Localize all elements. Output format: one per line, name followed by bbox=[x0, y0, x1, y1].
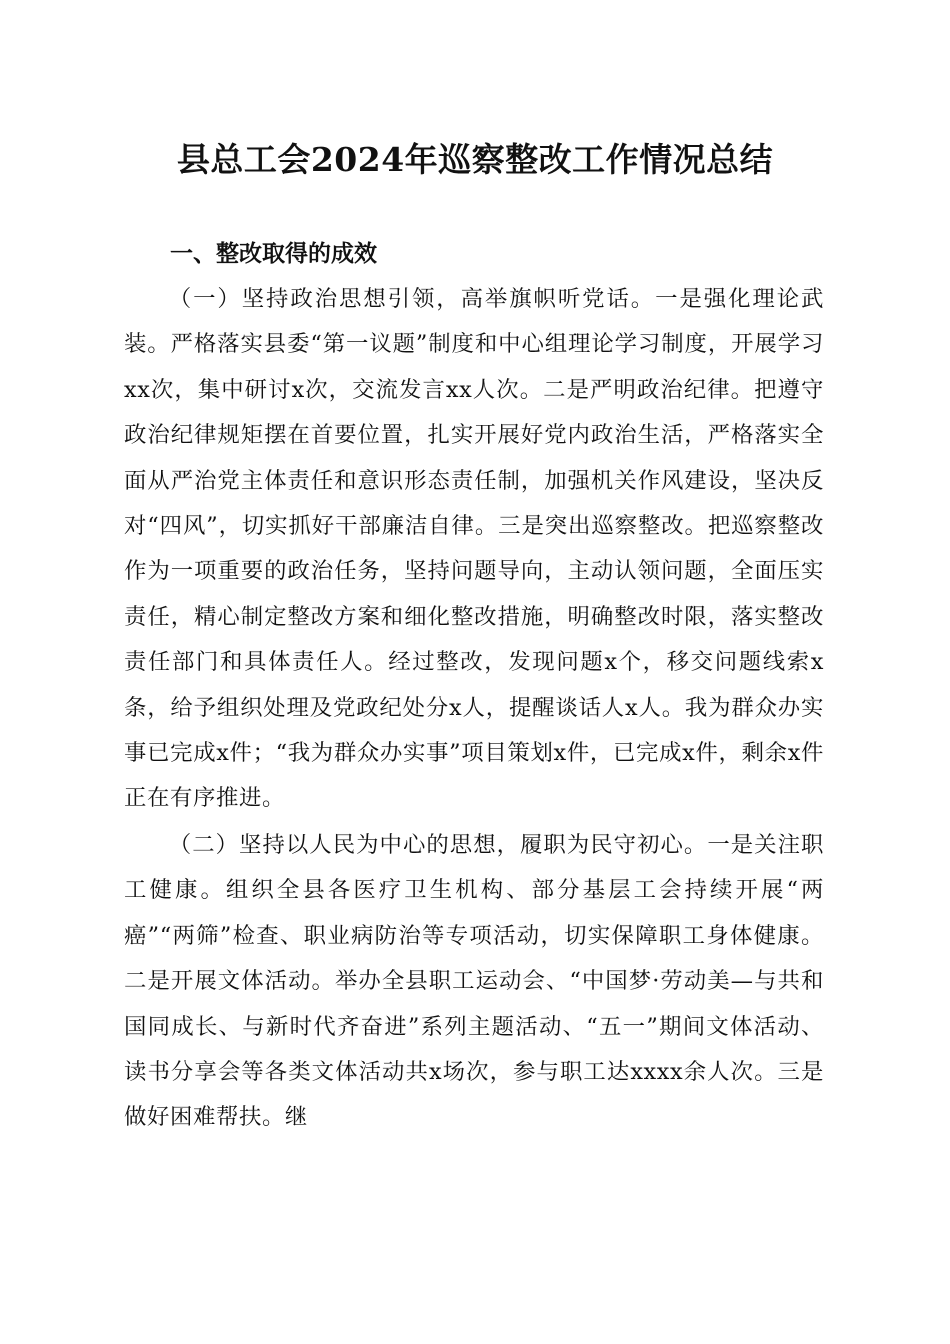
paragraph-1-lead: （一）坚持政治思想引领，高举旗帜听党话。 bbox=[168, 286, 656, 312]
section-heading: 一、整改取得的成效 bbox=[170, 241, 377, 267]
paragraph-1 bbox=[124, 277, 824, 822]
paragraph-2 bbox=[124, 823, 824, 1141]
document-title: 县总工会2024年巡察整改工作情况总结 bbox=[176, 140, 774, 179]
paragraph-1-text: 一是强化理论武装。严格落实县委“第一议题”制度和中心组理论学习制度，开展学习xx次，集中研讨x次，交流发言xx人次。二是严明政治纪律。把遵守政治纪律规矩摆在首要位置，扎实开展好党内政治生活，严格落实全面从严治党主体责任和意识形态责任制，加强机关作风建设，坚决反对“四风”，切实抓好干部廉洁自律。三是突出巡察整改。把巡察整改作为一项重要的政治任务，坚持问题导向，主动认领问题，全面压实责任，精心制定整改方案和细化整改措施，明确整改时限，落实整改责任部门和具体责任人。经过整改，发现问题x个，移交问题线索x条，给予组织处理及党政纪处分x人，提醒谈话人x人。我为群众办实事已完成x件；“我为群众办实事”项目策划x件，已完成x件，剩余x件正在有序推进。 bbox=[124, 286, 825, 812]
paragraph-2-lead: （二）坚持以人民为中心的思想，履职为民守初心。 bbox=[168, 832, 708, 858]
paragraph-2-text: 一是关注职工健康。组织全县各医疗卫生机构、部分基层工会持续开展“两癌”“两筛”检查、职业病防治等专项活动，切实保障职工身体健康。二是开展文体活动。举办全县职工运动会、“中国梦·劳动美—与共和国同成长、与新时代齐奋进”系列主题活动、“五一”期间文体活动、读书分享会等各类文体活动共x场次，参与职工达xxxx余人次。三是做好困难帮扶。继 bbox=[124, 832, 824, 1131]
